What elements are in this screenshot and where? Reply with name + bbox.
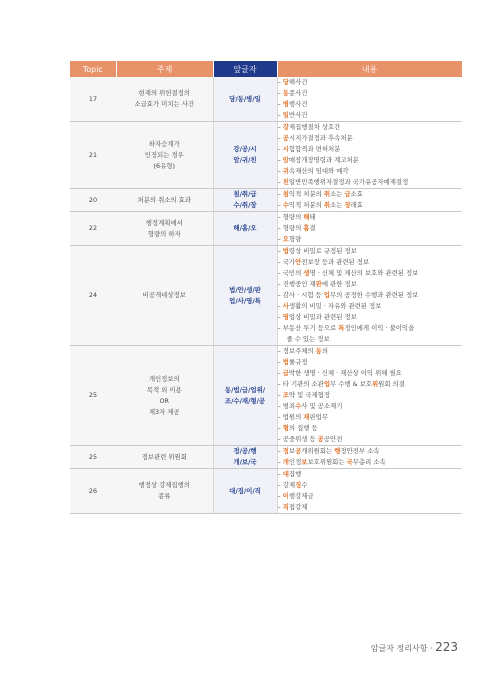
- table-body: [70, 77, 462, 514]
- item-text: 의: [321, 347, 329, 355]
- topic-cell: 17: [70, 77, 116, 122]
- highlight-syllable: 법: [282, 247, 289, 255]
- item-text: 정보주체의: [282, 347, 316, 355]
- subject-line: 인정되는 경우: [144, 150, 184, 159]
- content-item: [278, 290, 463, 301]
- subject-line: 행정상 강제집행의: [138, 481, 190, 489]
- content-item: [278, 357, 463, 368]
- content-item: [278, 434, 463, 445]
- page-number: 223: [435, 640, 458, 654]
- highlight-syllable: 국: [346, 458, 353, 466]
- highlight-syllable: 사: [282, 302, 289, 310]
- item-text: 험합격과 면허처분: [288, 145, 341, 153]
- item-text: 소는: [330, 190, 345, 198]
- content-item: [278, 346, 463, 357]
- highlight-syllable: 공: [295, 447, 302, 455]
- highlight-syllable: 당: [282, 78, 289, 86]
- abbreviation-cell: [213, 122, 277, 189]
- abbreviation-cell: [213, 246, 277, 346]
- abbreviation-cell: [213, 189, 277, 212]
- content-item: [278, 502, 463, 513]
- content-item: [278, 480, 463, 491]
- subject-cell: [116, 469, 213, 514]
- content-item: [278, 223, 463, 234]
- highlight-syllable: 위: [371, 380, 379, 388]
- content-item: [278, 234, 463, 245]
- highlight-syllable: 영: [282, 313, 289, 321]
- item-text: 전보장 등과 관련된 정보: [301, 258, 370, 266]
- abbreviation-cell: [213, 77, 277, 122]
- highlight-syllable: 행: [334, 447, 341, 455]
- item-text: 생활의 비밀 · 자유와 관련된 정보: [288, 302, 382, 310]
- abbreviation-line: 해/흠/오: [233, 224, 257, 232]
- highlight-syllable: 취: [323, 201, 331, 209]
- highlight-syllable: 업: [323, 380, 331, 388]
- item-text: 강제: [282, 481, 296, 489]
- subject-line: 개인정보의: [148, 374, 180, 383]
- highlight-syllable: 침: [282, 190, 289, 198]
- subject-line: 종류: [158, 492, 171, 500]
- item-text: 판업무: [309, 413, 329, 421]
- item-text: 업상 비밀과 관련된 정보: [288, 313, 357, 321]
- highlight-syllable: 조: [282, 391, 289, 399]
- table-row: [70, 446, 462, 469]
- highlight-syllable: 생: [303, 269, 310, 277]
- item-text: 정인에게 이익 · 불이익을: [344, 324, 415, 332]
- abbreviation-cell: [213, 346, 277, 446]
- content-item: [278, 88, 463, 99]
- content-cell: [277, 122, 462, 189]
- item-text: 종사건: [288, 89, 308, 97]
- item-text: 래효: [350, 201, 363, 209]
- item-text: 정안전부 소속: [340, 447, 380, 455]
- header-content: 내용: [277, 61, 462, 77]
- highlight-syllable: 급: [344, 190, 351, 198]
- item-text: 결: [309, 224, 316, 232]
- highlight-syllable: 수: [295, 402, 302, 410]
- topic-cell: 26: [70, 469, 116, 514]
- content-item: [278, 279, 463, 290]
- item-text: 에 관한 정보: [321, 280, 357, 288]
- item-text: 무 수행 & 보호: [330, 380, 372, 388]
- content-item: [278, 469, 463, 480]
- item-text: 무의 공정한 수행과 관련된 정보: [329, 291, 419, 299]
- highlight-syllable: 개: [282, 458, 289, 466]
- item-text: 제집행절차 상호간: [288, 123, 341, 131]
- abbreviation-cell: [213, 212, 277, 246]
- footer-label: 암글자 정리사항 ·: [370, 644, 433, 653]
- content-item: [278, 133, 463, 144]
- item-text: 소효: [350, 190, 363, 198]
- item-text: 태: [309, 213, 316, 221]
- table-row: [70, 469, 462, 514]
- content-item: [278, 155, 463, 166]
- content-item: [278, 423, 463, 434]
- header-topic: Topic: [70, 61, 116, 77]
- item-text: 반사건: [288, 111, 308, 119]
- highlight-syllable: 공: [317, 435, 324, 443]
- content-item: [278, 368, 463, 379]
- item-text: 무총리 소속: [352, 458, 386, 466]
- highlight-syllable: 안: [295, 258, 302, 266]
- content-cell: [277, 346, 462, 446]
- table-row: [70, 189, 462, 212]
- item-text: 약 및 국제협정: [288, 391, 331, 399]
- summary-table: [70, 61, 463, 514]
- subject-cell: [116, 77, 213, 122]
- content-item: [278, 390, 463, 401]
- item-text: 사 및 공소제기: [301, 402, 343, 410]
- table-row: [70, 346, 462, 446]
- content-item: [278, 457, 463, 468]
- abbreviation-line: 암/귀/친: [233, 156, 257, 164]
- subject-line: 비공개대상정보: [142, 291, 186, 299]
- table-row: [70, 77, 462, 122]
- highlight-syllable: 업: [323, 291, 330, 299]
- content-item: [278, 200, 463, 211]
- subject-line: 처분의 취소의 효과: [137, 195, 191, 204]
- subject-line: 소급효가 미치는 사건: [134, 100, 195, 108]
- content-item: [278, 77, 463, 88]
- highlight-syllable: 급: [282, 369, 289, 377]
- subject-line: OR: [159, 396, 169, 405]
- content-item: [278, 323, 463, 334]
- highlight-syllable: 수: [282, 201, 289, 209]
- highlight-syllable: 징: [295, 481, 302, 489]
- item-text: 률규정: [288, 358, 308, 366]
- highlight-syllable: 강: [282, 123, 289, 131]
- highlight-syllable: 시: [282, 145, 289, 153]
- item-text: 박한 생명 · 신체 · 재산상 이익 위해 필요: [288, 369, 402, 377]
- abbreviation-line: 정/공/행: [233, 447, 257, 455]
- item-text: 인정: [288, 458, 302, 466]
- topic-cell: 21: [70, 122, 116, 189]
- content-item: [278, 122, 463, 133]
- item-text: 령상 비밀로 규정된 정보: [288, 247, 357, 255]
- highlight-syllable: 특: [338, 324, 345, 332]
- content-item: [278, 491, 463, 502]
- highlight-syllable: 재: [303, 413, 310, 421]
- table-row: [70, 212, 462, 246]
- item-text: 시지가결정과 후속처분: [288, 134, 353, 142]
- subject-line: 정보관련 위원회: [141, 452, 187, 461]
- highlight-syllable: 해: [303, 213, 310, 221]
- item-text: 형량의: [282, 213, 304, 221]
- content-cell: [277, 189, 462, 212]
- content-item: [278, 412, 463, 423]
- subject-line: 현재의 위헌결정의: [138, 89, 190, 97]
- highlight-syllable: 동: [315, 347, 322, 355]
- highlight-syllable: 직: [282, 503, 289, 511]
- item-text: 원회 의결: [378, 380, 405, 388]
- item-text: 보: [288, 447, 296, 455]
- abbreviation-line: 침/취/급: [233, 190, 257, 198]
- item-text: 익적 처분의: [288, 201, 324, 209]
- highlight-syllable: 일: [282, 111, 289, 119]
- topic-cell: 24: [70, 246, 116, 346]
- item-text: 진행중인 재: [282, 280, 316, 288]
- item-text: 집행: [288, 470, 302, 478]
- highlight-syllable: 보: [301, 458, 308, 466]
- content-item: [278, 144, 463, 155]
- content-item: [278, 379, 463, 390]
- content-item: [278, 301, 463, 312]
- highlight-syllable: 흠: [303, 224, 310, 232]
- highlight-syllable: 장: [344, 201, 351, 209]
- highlight-syllable: 친: [282, 178, 289, 186]
- content-item: [278, 446, 463, 457]
- topic-cell: 25: [70, 446, 116, 469]
- content-item: [278, 212, 463, 223]
- item-text: 감사 · 시험 등: [282, 291, 324, 299]
- item-text: 부동산 투기 등으로: [282, 324, 339, 332]
- content-cell: [277, 246, 462, 346]
- highlight-syllable: 귀: [282, 167, 289, 175]
- content-item: [278, 401, 463, 412]
- subject-line: 형량의 하자: [147, 229, 181, 238]
- content-item: [278, 99, 463, 110]
- highlight-syllable: 법: [282, 358, 289, 366]
- item-text: 속재산의 임대와 매각: [288, 167, 349, 175]
- content-item: [278, 166, 463, 177]
- abbreviation-line: 강/공/시: [233, 145, 257, 153]
- item-text: 형량의: [282, 224, 304, 232]
- subject-cell: [116, 446, 213, 469]
- subject-cell: [116, 346, 213, 446]
- item-text: 의 집행 등: [288, 424, 318, 432]
- abbreviation-line: 당/동/병/일: [229, 94, 261, 103]
- content-cell: [277, 469, 462, 514]
- item-text: 타 기관의 소관: [282, 380, 324, 388]
- item-text: 해사건: [288, 78, 308, 86]
- item-text: 명 · 신체 및 재산의 보호와 관련된 정보: [309, 269, 419, 277]
- topic-cell: 22: [70, 212, 116, 246]
- item-text: 행강제금: [288, 492, 314, 500]
- subject-line: 제3자 제공: [148, 407, 180, 416]
- highlight-syllable: 형: [282, 424, 289, 432]
- content-item: [278, 268, 463, 279]
- abbreviation-cell: [213, 469, 277, 514]
- content-cell: [277, 77, 462, 122]
- item-text: 법원의: [282, 413, 304, 421]
- item-text: 공중위생 등: [282, 435, 318, 443]
- topic-cell: 20: [70, 189, 116, 212]
- item-text: 접강제: [288, 503, 308, 511]
- item-text: 보호위원회는: [307, 458, 347, 466]
- item-text: 형량: [288, 235, 302, 243]
- content-item: [278, 110, 463, 121]
- item-text: 국민의: [282, 269, 304, 277]
- item-text: 수: [301, 481, 308, 489]
- highlight-syllable: 동: [282, 89, 289, 97]
- item-text: 국가: [282, 258, 296, 266]
- abbreviation-line: 대/징/이/직: [229, 486, 261, 495]
- item-text: 개위원회는: [301, 447, 335, 455]
- content-item: [278, 189, 463, 200]
- content-item-continuation: 줄 수 있는 정보: [286, 335, 330, 343]
- abbreviation-cell: [213, 446, 277, 469]
- content-cell: [277, 212, 462, 246]
- subject-line: (6유형): [153, 161, 175, 170]
- item-text: 소는: [330, 201, 345, 209]
- subject-cell: [116, 212, 213, 246]
- content-item: [278, 177, 463, 188]
- table-header-row: [70, 61, 462, 77]
- abbreviation-line: 수/취/장: [233, 201, 257, 209]
- highlight-syllable: 대: [282, 470, 289, 478]
- item-text: 행사건: [288, 100, 308, 108]
- highlight-syllable: 정: [282, 447, 289, 455]
- table-row: [70, 246, 462, 346]
- header-subject: 주제: [116, 61, 213, 77]
- highlight-syllable: 오: [282, 235, 289, 243]
- content-item: [278, 257, 463, 268]
- item-text: 익적 처분의: [288, 190, 324, 198]
- highlight-syllable: 이: [282, 492, 289, 500]
- abbreviation-line: 법/안/생/판: [229, 285, 261, 294]
- subject-line: 행정계획에서: [145, 218, 183, 227]
- highlight-syllable: 취: [323, 190, 331, 198]
- abbreviation-line: 업/사/영/특: [229, 296, 261, 305]
- item-text: 일반민족행위자결정과 국가유공자예제결정: [288, 178, 409, 186]
- abbreviation-line: 동/법/급/업위/: [224, 385, 266, 394]
- highlight-syllable: 공: [282, 134, 289, 142]
- highlight-syllable: 판: [315, 280, 322, 288]
- subject-line: 목적 외 이용: [146, 385, 182, 394]
- highlight-syllable: 암: [282, 156, 289, 164]
- content-item: [278, 246, 463, 257]
- content-item: [278, 312, 463, 323]
- subject-line: 하자승계가: [148, 139, 180, 148]
- topic-cell: 25: [70, 346, 116, 446]
- highlight-syllable: 병: [282, 100, 289, 108]
- abbreviation-line: 조/수/재/형/공: [224, 396, 266, 405]
- content-cell: [277, 446, 462, 469]
- header-abbreviation: 앞글자: [213, 61, 277, 77]
- subject-cell: [116, 122, 213, 189]
- item-text: 공안전: [323, 435, 343, 443]
- item-text: 범죄: [282, 402, 296, 410]
- abbreviation-line: 개/보/국: [233, 458, 257, 466]
- subject-cell: [116, 189, 213, 212]
- subject-cell: [116, 246, 213, 346]
- item-text: 매장개장명령과 계고처분: [288, 156, 359, 164]
- table-row: [70, 122, 462, 189]
- page-footer: [371, 640, 458, 654]
